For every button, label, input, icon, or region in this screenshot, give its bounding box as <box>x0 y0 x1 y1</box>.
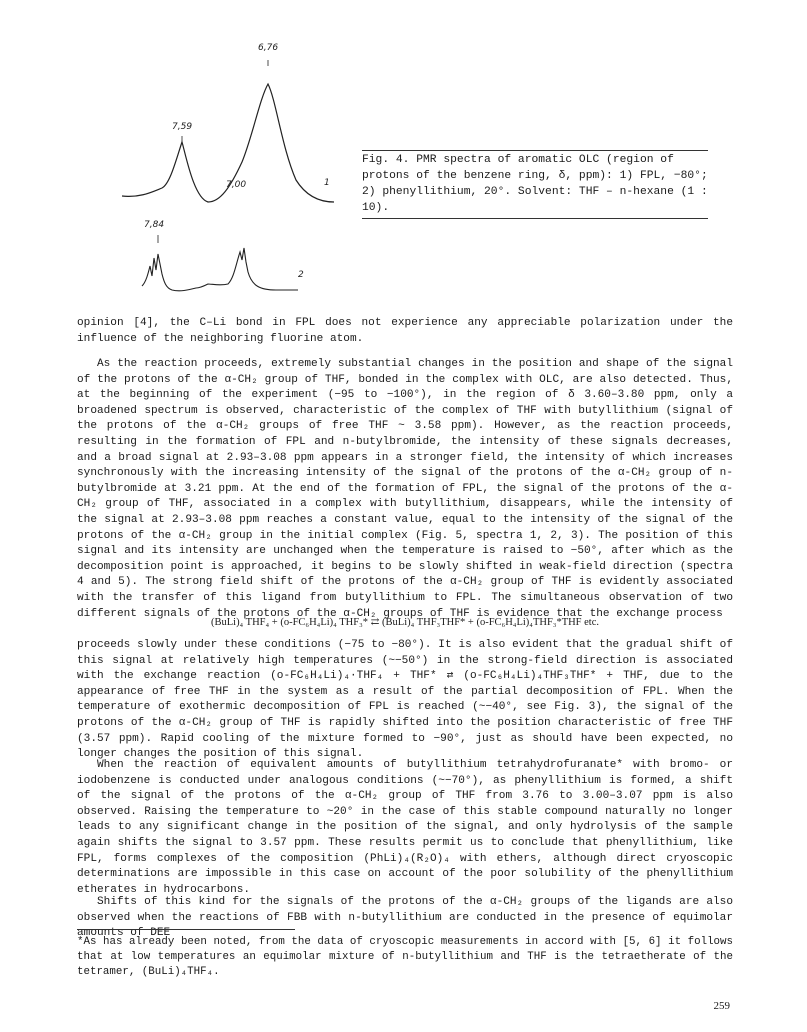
paragraph-exchange: proceeds slowly under these conditions (−75 to −80°). It is also evident that the gradual shift of this signal at relatively high temperatures (~−50°) in the strong-field direction is associated with the exchange reaction (o-FC₆H₄Li)₄·THF₄ + THF* ⇄ (o-FC₆H₄Li)₄THF₃THF* + THF, due to the appearance of free THF in the system as a result of the partial decomposition of FPL. When the temperature of exothermic decomposition of FPL is reached (~−40°, see Fig. 3), the signal of the protons of the α-CH₂ group of THF is rapidly shifted into the position characteristic of free THF (3.57 ppm). Rapid cooling of the mixture formed to −90°, just as should have been expected, no longer changes the position of this signal. <box>77 639 733 761</box>
peak-label-676: 6,76 <box>258 43 279 53</box>
spectrum-2-trace <box>142 248 298 291</box>
peak-label-759: 7,59 <box>172 122 193 132</box>
spectrum-2-label: 2 <box>298 270 304 280</box>
spectra-plot <box>100 38 340 308</box>
peak-label-700: 7,00 <box>226 180 247 190</box>
figure-caption: Fig. 4. PMR spectra of aromatic OLC (region of protons of the benzene ring, δ, ppm): 1) FPL, −80°; 2) phenyllithium, 20°. Solvent: THF – n-hexane (1 : 10). <box>362 150 708 219</box>
paragraph-fbb: Shifts of this kind for the signals of the protons of the α-CH₂ groups of the ligands are also observed when the reactions of FBB with n-butyllithium are conducted in the presence of equimolar amounts of DEE <box>77 896 733 940</box>
peak-label-784: 7,84 <box>144 220 165 230</box>
paragraph-phenyllithium: When the reaction of equivalent amounts of butyllithium tetrahydrofuranate* with bromo- or iodobenzene is conducted under analogous conditions (~−70°), as phenyllithium is formed, a shift of the signal of the protons of the α-CH₂ group of THF from 3.76 to 3.00–3.07 ppm is also observed. Raising the temperature to ~20° in the case of this stable compound naturally no longer leads to any significant change in the position of the signal, and only hydrolysis of the sample again shifts the signal to 3.57 ppm. These results permit us to conclude that phenyllithium, like FPL, forms complexes of the composition (PhLi)₄(R₂O)₄ with ethers, although direct cryoscopic determinations are impossible in this case on account of the poor solubility of the phenyllithium etherates in hydrocarbons. <box>77 759 733 896</box>
footnote-divider <box>77 929 295 930</box>
pmr-spectra-figure <box>100 38 340 308</box>
paragraph-thf-signal: As the reaction proceeds, extremely substantial changes in the position and shape of the signal of the protons of the α-CH₂ group of THF, bonded in the complex with OLC, are also detected. Thus, at the beginning of the experiment (−95 to −100°), in the region of δ 3.60–3.80 ppm, only a broadened spectrum is observed, characteristic of the complex of THF with butyllithium (signal of the protons of the α-CH₂ groups of free THF ~ 3.58 ppm). However, as the reaction proceeds, resulting in the formation of FPL and n-butylbromide, the intensity of these signals decreases, and a broad signal at 2.93–3.08 ppm appears in a stronger field, the intensity of which increases synchronously with the increasing intensity of the signal of the protons of the α-CH₂ group of n-butylbromide at 3.21 ppm. At the end of the formation of FPL, the signal of the protons of the α-CH₂ group of THF, associated in a complex with butyllithium, disappears, while the intensity of the signal at 2.93–3.08 ppm reaches a constant value, equal to the intensity of the signal of the protons of the α-CH₂ group in the initial complex (Fig. 5, spectra 1, 2, 3). The position of this signal and its intensity are unchanged when the temperature is raised to −50°, after which as the decomposition point is approached, it begins to be slowly shifted in weak-field direction (spectra 4 and 5). The strong field shift of the protons of the α-CH₂ group of THF is evidently associated with the transfer of this ligand from butyllithium to FPL. The simultaneous observation of two different signals of the protons of the α-CH₂ groups of THF is evidence that the exchange process <box>77 358 733 620</box>
exchange-equation: (BuLi)₄ THF₄ + (o-FC₆H₄Li)₄ THF₃* ⇄ (BuLi)₄ THF₃THF* + (o-FC₆H₄Li)₄THF₃*THF etc. <box>210 617 600 628</box>
paragraph-continuation: opinion [4], the C–Li bond in FPL does not experience any appreciable polarization under the influence of the neighboring fluorine atom. <box>77 317 733 345</box>
spectrum-1-label: 1 <box>324 178 330 188</box>
footnote: *As has already been noted, from the data of cryoscopic measurements in accord with [5, 6] it follows that at low temperatures an equimolar mixture of n-butyllithium and THF is the tetraetherate of the tetramer, (BuLi)₄THF₄. <box>77 936 733 978</box>
page-number: 259 <box>713 1000 730 1012</box>
